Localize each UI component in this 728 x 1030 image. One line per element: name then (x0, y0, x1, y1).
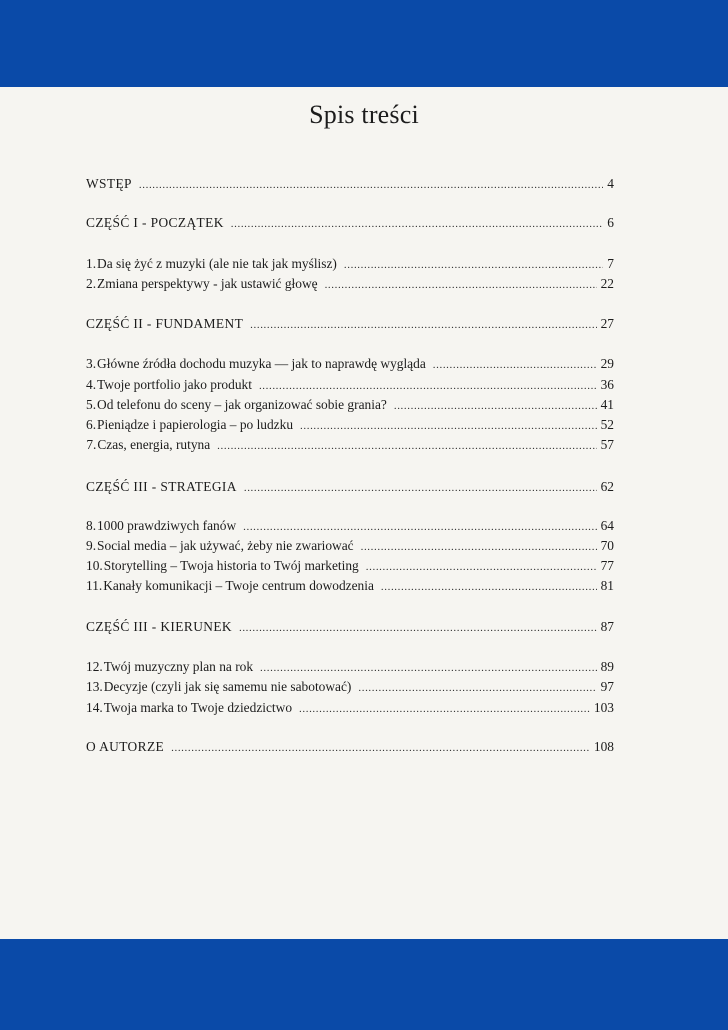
toc-entry-chapter-3[interactable] (86, 356, 614, 376)
toc-page-number: 7 (607, 256, 614, 271)
toc-entry-label: Od telefonu do sceny – jak organizować sobie grania? (97, 397, 387, 412)
chapter-number: 4. (86, 377, 97, 392)
leader-dots (344, 259, 603, 271)
toc-entry-part-4[interactable] (86, 619, 614, 639)
chapter-number: 9. (86, 538, 97, 553)
leader-dots (239, 622, 597, 634)
toc-entry-label: Twój muzyczny plan na rok (103, 659, 254, 674)
toc-page-number: 103 (593, 700, 614, 715)
leader-dots (217, 440, 596, 452)
leader-dots (361, 541, 597, 553)
toc-entry-label: Decyzje (czyli jak się samemu nie sabotować) (103, 679, 352, 694)
toc-entry-chapter-8[interactable] (86, 518, 614, 538)
toc-entry-label: Kanały komunikacji – Twoje centrum dowodzenia (103, 578, 374, 593)
toc-entry-label: Twoje portfolio jako produkt (97, 377, 252, 392)
toc-page-number: 89 (600, 659, 614, 674)
toc-entry-label: O AUTORZE (86, 739, 165, 754)
chapter-number: 13. (86, 679, 103, 694)
leader-dots (243, 521, 596, 533)
toc-entry-label: Zmiana perspektywy - jak ustawić głowę (97, 276, 318, 291)
toc-entry-label: 1000 prawdziwych fanów (97, 518, 237, 533)
toc-page-number: 4 (607, 176, 614, 191)
toc-entry-chapter-7[interactable] (86, 437, 614, 457)
chapter-number: 6. (86, 417, 97, 432)
toc-entry-label: CZĘŚĆ II - FUNDAMENT (86, 316, 244, 331)
toc-page-number: 62 (600, 479, 614, 494)
chapter-number: 11. (86, 578, 103, 593)
chapter-number: 1. (86, 256, 97, 271)
toc-entry-label: CZĘŚĆ III - STRATEGIA (86, 479, 237, 494)
chapter-number: 8. (86, 518, 97, 533)
toc-entry-label: Da się żyć z muzyki (ale nie tak jak myślisz) (97, 256, 337, 271)
toc-entry-part-2[interactable] (86, 316, 614, 336)
leader-dots (260, 662, 597, 674)
toc-page-number: 87 (600, 619, 614, 634)
toc-page-number: 97 (600, 679, 614, 694)
toc-entry-label: CZĘŚĆ I - POCZĄTEK (86, 215, 224, 230)
toc-entry-chapter-1[interactable] (86, 256, 614, 276)
toc-page-number: 64 (600, 518, 614, 533)
chapter-number: 14. (86, 700, 103, 715)
chapter-number: 3. (86, 356, 97, 371)
leader-dots (259, 380, 597, 392)
toc-page-number: 29 (600, 356, 614, 371)
toc-page-number: 22 (600, 276, 614, 291)
toc-entry-chapter-2[interactable] (86, 276, 614, 296)
leader-dots (244, 482, 597, 494)
toc-entry-wstep[interactable] (86, 176, 614, 196)
toc-page-number: 108 (593, 739, 614, 754)
toc-entry-label: CZĘŚĆ III - KIERUNEK (86, 619, 232, 634)
toc-page-number: 36 (600, 377, 614, 392)
toc-entry-chapter-14[interactable] (86, 700, 614, 720)
toc-entry-chapter-11[interactable] (86, 578, 614, 598)
chapter-number: 5. (86, 397, 97, 412)
toc-page-number: 6 (607, 215, 614, 230)
toc-page-number: 52 (600, 417, 614, 432)
toc-entry-label: Twoja marka to Twoje dziedzictwo (103, 700, 293, 715)
toc-entry-label: Główne źródła dochodu muzyka — jak to naprawdę wygląda (97, 356, 426, 371)
chapter-number: 7. (86, 437, 97, 452)
toc-entry-part-1[interactable] (86, 215, 614, 235)
toc-page-number: 27 (600, 316, 614, 331)
toc-page-number: 81 (600, 578, 614, 593)
toc-entry-label: Storytelling – Twoja historia to Twój marketing (103, 558, 359, 573)
toc-page-number: 57 (600, 437, 614, 452)
toc-entry-chapter-6[interactable] (86, 417, 614, 437)
leader-dots (366, 561, 597, 573)
toc-entry-label: WSTĘP (86, 176, 132, 191)
toc-page-number: 77 (600, 558, 614, 573)
leader-dots (300, 420, 597, 432)
leader-dots (231, 218, 604, 230)
chapter-number: 10. (86, 558, 103, 573)
bottom-color-band (0, 939, 728, 1030)
leader-dots (381, 581, 597, 593)
toc-entry-chapter-10[interactable] (86, 558, 614, 578)
leader-dots (139, 179, 603, 191)
leader-dots (433, 359, 597, 371)
toc-entry-label: Social media – jak używać, żeby nie zwariować (97, 538, 354, 553)
toc-entry-label: Pieniądze i papierologia – po ludzku (97, 417, 294, 432)
leader-dots (250, 319, 596, 331)
leader-dots (325, 279, 597, 291)
leader-dots (299, 703, 590, 715)
toc-entry-chapter-12[interactable] (86, 659, 614, 679)
toc-entry-chapter-4[interactable] (86, 377, 614, 397)
chapter-number: 12. (86, 659, 103, 674)
toc-entry-author[interactable] (86, 739, 614, 759)
leader-dots (394, 400, 597, 412)
toc-entry-part-3[interactable] (86, 479, 614, 499)
page-title: Spis treści (309, 100, 419, 129)
toc-entry-label: Czas, energia, rutyna (97, 437, 211, 452)
chapter-number: 2. (86, 276, 97, 291)
toc-entry-chapter-5[interactable] (86, 397, 614, 417)
toc-page-number: 70 (600, 538, 614, 553)
leader-dots (171, 742, 590, 754)
toc-entry-chapter-9[interactable] (86, 538, 614, 558)
toc-entry-chapter-13[interactable] (86, 679, 614, 699)
toc-page-number: 41 (600, 397, 614, 412)
leader-dots (358, 682, 596, 694)
